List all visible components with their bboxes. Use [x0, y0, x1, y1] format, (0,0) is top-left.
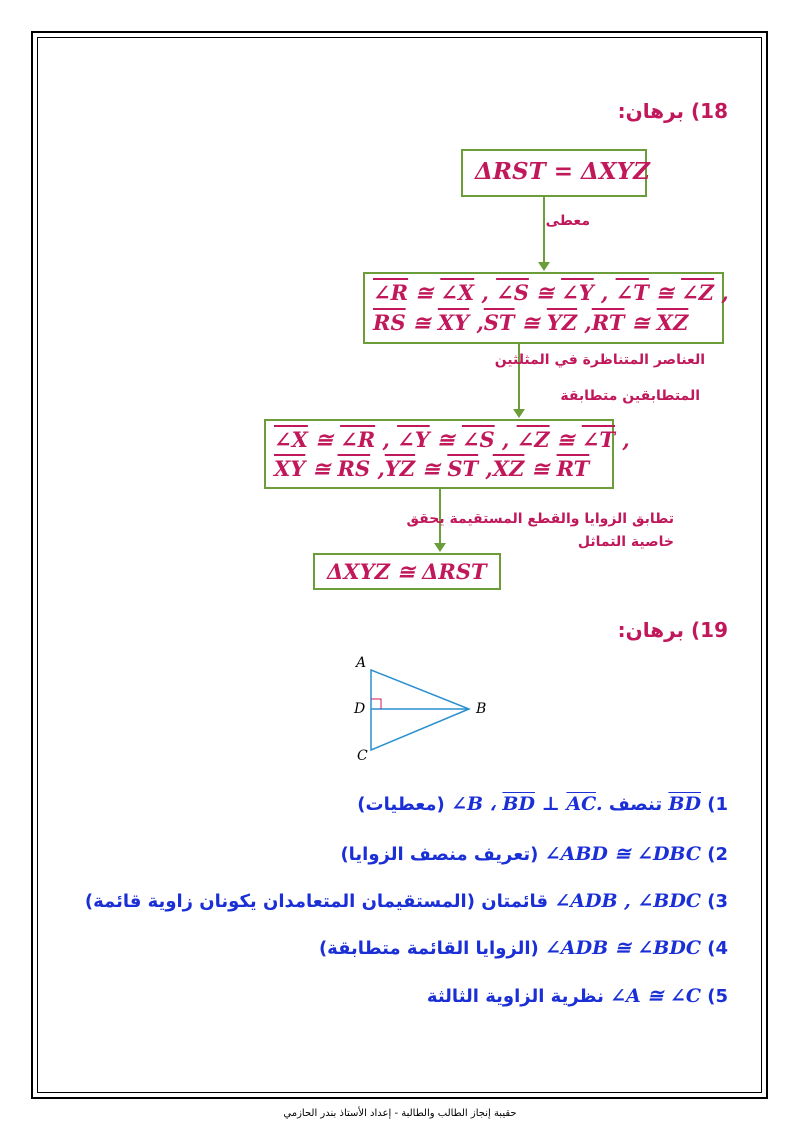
math-segment: ⊥ — [534, 793, 567, 815]
step-2-number: 2) — [707, 844, 728, 865]
step-3-text: قائمتان — [474, 891, 555, 912]
triangle-figure — [350, 655, 500, 770]
math-segment: ∠Z — [681, 280, 715, 305]
math-segment: ≅ — [429, 427, 462, 452]
math-segment: ≅ — [624, 310, 657, 335]
step-3-reason: (المستقيمان المتعامدان يكونان زاوية قائمة) — [84, 891, 475, 912]
step-1-math — [668, 793, 701, 815]
step-3-math — [554, 890, 701, 912]
math-segment: $\overline{BD}$ — [668, 793, 701, 815]
proof18-heading: 18) برهان: — [617, 99, 728, 123]
box3-line2 — [274, 456, 589, 481]
triangle-abc — [371, 670, 469, 750]
proof-step-3 — [85, 890, 728, 912]
math-segment: ≅ — [405, 310, 438, 335]
math-segment: ∠T — [615, 280, 649, 305]
box2-line1 — [373, 280, 729, 305]
page-footer: حقيبة إنجاز الطالب والطالبة - إعداد الأستاذ بندر الحازمي — [283, 1108, 517, 1119]
math-segment: ∠ABD ≅ ∠DBC — [544, 843, 701, 865]
math-segment: ∠S — [461, 427, 495, 452]
step-5-math — [610, 985, 701, 1007]
step-2-math — [545, 843, 701, 865]
flow-box-corresponding — [363, 272, 729, 344]
math-segment: ≅ — [524, 456, 557, 481]
math-segment: , — [494, 427, 517, 452]
math-segment: $\overline{ST}$ — [447, 456, 479, 481]
label-c: C — [357, 748, 368, 764]
math-segment: $\overline{ST}$ — [483, 310, 515, 335]
math-segment: $\overline{YZ}$ — [384, 456, 416, 481]
step-2-reason: (تعريف منصف الزوايا) — [340, 844, 545, 865]
step-4-reason: (الزوايا القائمة متطابقة) — [318, 938, 546, 959]
box4-text: ΔXYZ ≅ ΔRST — [327, 559, 487, 584]
math-segment: ∠A ≅ ∠C — [610, 985, 701, 1007]
math-segment: ≅ — [528, 280, 562, 305]
step-1-reason: (معطيات) — [357, 794, 452, 815]
math-segment: ∠ADB , ∠BDC — [554, 890, 701, 912]
math-segment: $\overline{RT}$ — [591, 310, 625, 335]
right-angle-mark — [371, 699, 381, 709]
math-segment: $\overline{YZ}$ — [546, 310, 578, 335]
math-segment: , — [577, 310, 592, 335]
math-segment: ≅ — [514, 310, 547, 335]
flow-box-given — [461, 149, 650, 197]
math-segment: , — [593, 280, 616, 305]
math-segment: $\overline{RT}$ — [556, 456, 590, 481]
step-4-number: 4) — [707, 938, 728, 959]
label-b: B — [476, 701, 487, 717]
reason-symmetric-line1: تطابق الزوايا والقطع المستقيمة يحقق — [406, 511, 674, 527]
math-segment: ≅ — [648, 280, 682, 305]
math-segment: ∠X — [274, 427, 308, 452]
math-segment: ∠ADB ≅ ∠BDC — [545, 937, 701, 959]
math-segment: . — [595, 793, 603, 815]
math-segment: , — [615, 427, 630, 452]
flow-arrow-1 — [543, 197, 545, 263]
math-segment: ∠R — [340, 427, 376, 452]
step-1-number: 1) — [707, 794, 728, 815]
label-d: D — [354, 701, 366, 717]
math-segment: , — [469, 310, 484, 335]
math-segment: $\overline{XY}$ — [437, 310, 470, 335]
proof19-heading: 19) برهان: — [617, 618, 728, 642]
box2-line2 — [373, 310, 688, 335]
math-segment: $\overline{XY}$ — [274, 456, 306, 481]
flow-box-conclusion — [313, 553, 501, 590]
step-1-text: تنصف — [602, 794, 669, 815]
math-segment: $\overline{RS}$ — [337, 456, 371, 481]
math-segment: $\overline{RS}$ — [373, 310, 406, 335]
math-segment: ≅ — [415, 456, 448, 481]
proof-step-4 — [319, 937, 728, 959]
math-segment: ∠X — [440, 280, 475, 305]
math-segment: ، — [483, 793, 503, 815]
box1-text: ΔRST = ΔXYZ — [475, 158, 650, 185]
math-segment: ∠T — [581, 427, 616, 452]
proof-step-2 — [340, 843, 728, 865]
math-segment: ∠S — [496, 280, 529, 305]
math-segment: ∠Z — [516, 427, 550, 452]
reason-given: معطى — [545, 213, 590, 229]
math-segment: $\overline{AC}$ — [566, 793, 596, 815]
math-segment: ∠R — [373, 280, 409, 305]
step-5-number: 5) — [707, 986, 728, 1007]
math-segment: ≅ — [307, 427, 341, 452]
step-3-number: 3) — [707, 891, 728, 912]
math-segment: , — [714, 280, 729, 305]
math-segment: ≅ — [408, 280, 441, 305]
proof-step-1 — [357, 793, 728, 815]
flow-box-reversed — [264, 419, 630, 489]
proof-step-5 — [427, 985, 728, 1007]
reason-corresponding-line1: العناصر المتناظرة في المثلثين — [494, 352, 705, 368]
math-segment: ∠Y — [397, 427, 430, 452]
math-segment: , — [370, 456, 385, 481]
math-segment: $\overline{BD}$ — [502, 793, 535, 815]
reason-symmetric-line2: خاصية التماثل — [577, 534, 674, 550]
math-segment: $\overline{XZ}$ — [492, 456, 525, 481]
math-segment: , — [474, 280, 497, 305]
step-5-text: نظرية الزاوية الثالثة — [426, 986, 611, 1007]
math-segment: ∠B — [451, 793, 484, 815]
math-segment: , — [478, 456, 493, 481]
reason-corresponding-line2: المتطابقين متطابقة — [560, 388, 700, 404]
math-segment: ≅ — [305, 456, 338, 481]
math-segment: ≅ — [549, 427, 582, 452]
math-segment: , — [375, 427, 398, 452]
label-a: A — [356, 655, 367, 671]
math-segment: $\overline{XZ}$ — [656, 310, 689, 335]
box3-line1 — [274, 427, 630, 452]
step-4-math — [545, 937, 701, 959]
step-1-math2 — [451, 793, 603, 815]
math-segment: ∠Y — [561, 280, 594, 305]
